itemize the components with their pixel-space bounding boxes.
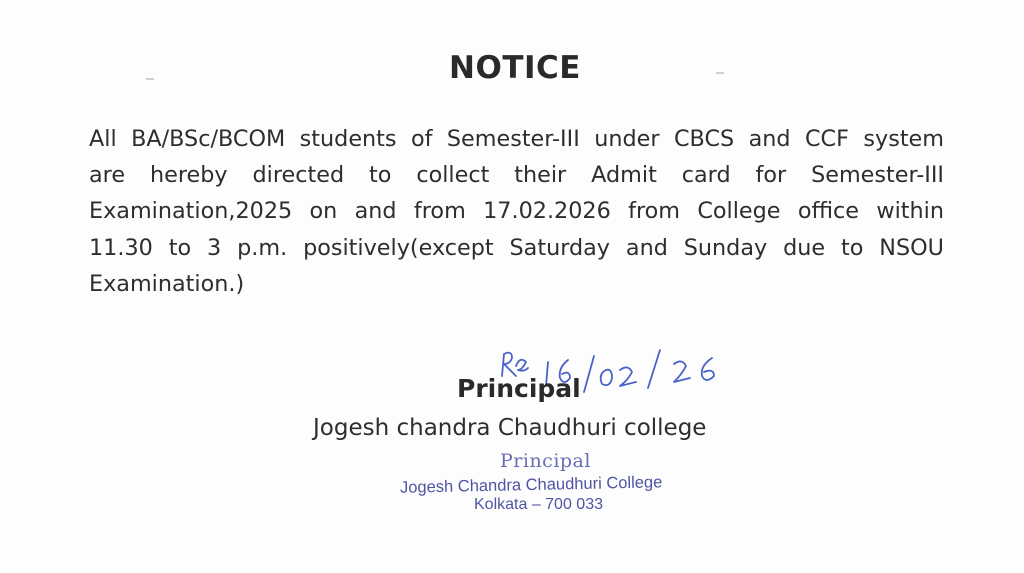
notice-body-line: All BA/BSc/BCOM students of Semester-III under CBCS and CCF system [89,126,944,152]
notice-body-line: are hereby directed to collect their Admit card for Semester-III [89,162,944,189]
notice-body [89,121,944,302]
notice-body-line: Examination.) [89,270,245,297]
signatory-designation: Principal [457,374,581,403]
signatory-college: Jogesh chandra Chaudhuri college [313,415,707,441]
notice-title: NOTICE [449,50,581,86]
stamp-college: Jogesh Chandra Chaudhuri College [399,473,663,497]
stamp-address: Kolkata – 700 033 [474,496,603,513]
notice-body-line: 11.30 to 3 p.m. positively(except Saturday and Sunday due to NSOU [89,234,944,261]
notice-body-line: Examination,2025 on and from 17.02.2026 from College office within [89,198,944,225]
stamp-designation: Principal [500,450,591,472]
